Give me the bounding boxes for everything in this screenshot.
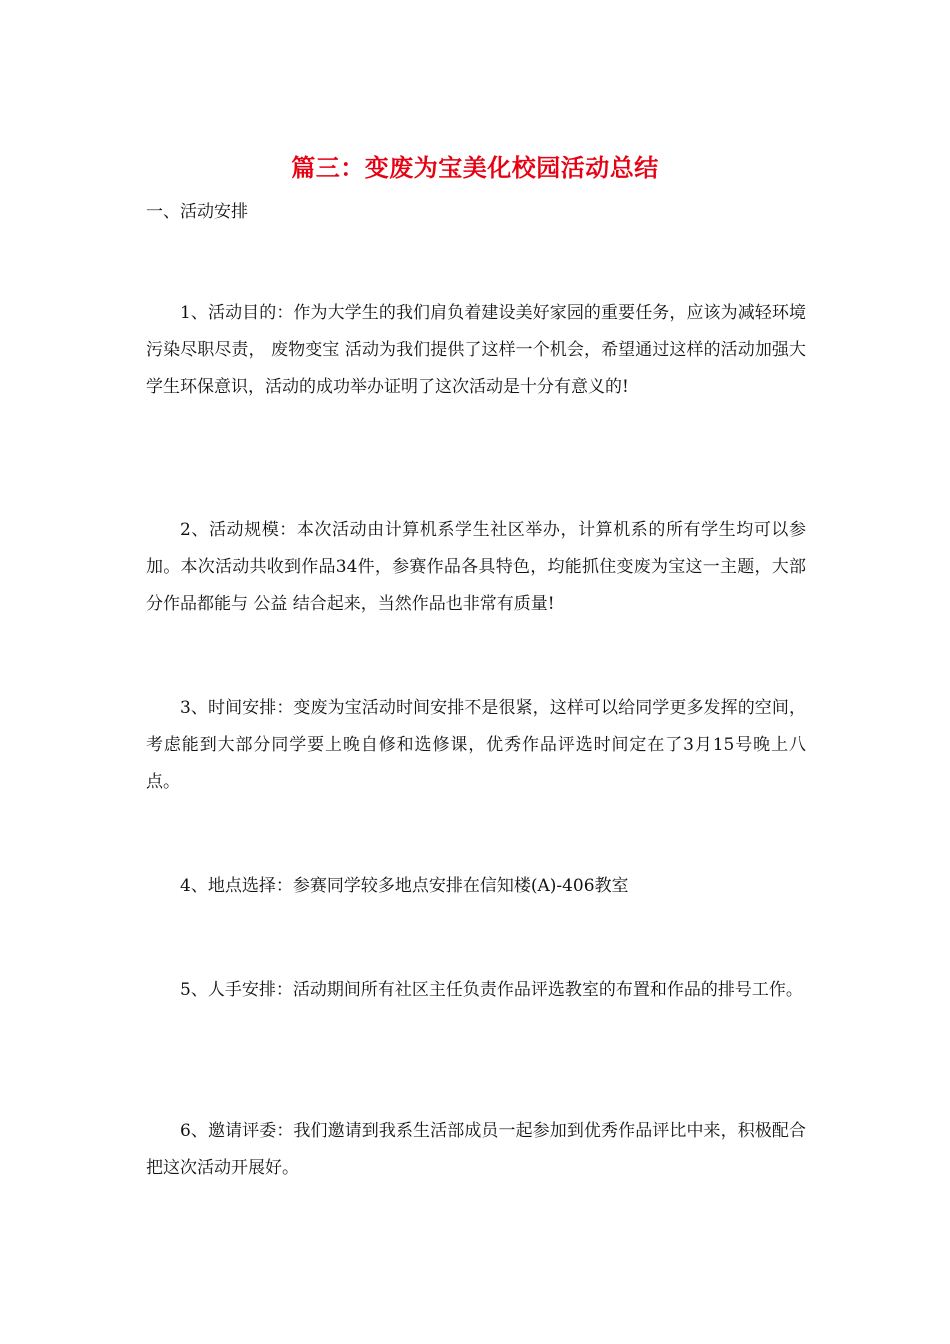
paragraph-judges: 6、邀请评委：我们邀请到我系生活部成员一起参加到优秀作品评比中来，积极配合把这次活动开展好。 [146,1121,806,1178]
paragraph-activity-scale: 2、活动规模：本次活动由计算机系学生社区举办，计算机系的所有学生均可以参加。本次活动共收到作品34件，参赛作品各具特色，均能抓住变废为宝这一主题，大部分作品都能与 公益 结合起来，当然作品也非常有质量! [146,520,806,614]
section-heading: 一、活动安排 [146,202,248,222]
paragraph-activity-purpose: 1、活动目的：作为大学生的我们肩负着建设美好家园的重要任务，应该为减轻环境污染尽职尽责， 废物变宝 活动为我们提供了这样一个机会，希望通过这样的活动加强大学生环保意识，活动的成功举办证明了这次活动是十分有意义的! [146,303,806,397]
paragraph-venue: 4、地点选择：参赛同学较多地点安排在信知楼(A)-406教室 [180,876,629,896]
document-title: 篇三：变废为宝美化校园活动总结 [291,153,659,182]
paragraph-time-arrangement: 3、时间安排：变废为宝活动时间安排不是很紧，这样可以给同学更多发挥的空间，考虑能到大部分同学要上晚自修和选修课，优秀作品评选时间定在了3月15号晚上八点。 [146,698,806,792]
paragraph-staffing: 5、人手安排：活动期间所有社区主任负责作品评选教室的布置和作品的排号工作。 [180,980,803,1000]
